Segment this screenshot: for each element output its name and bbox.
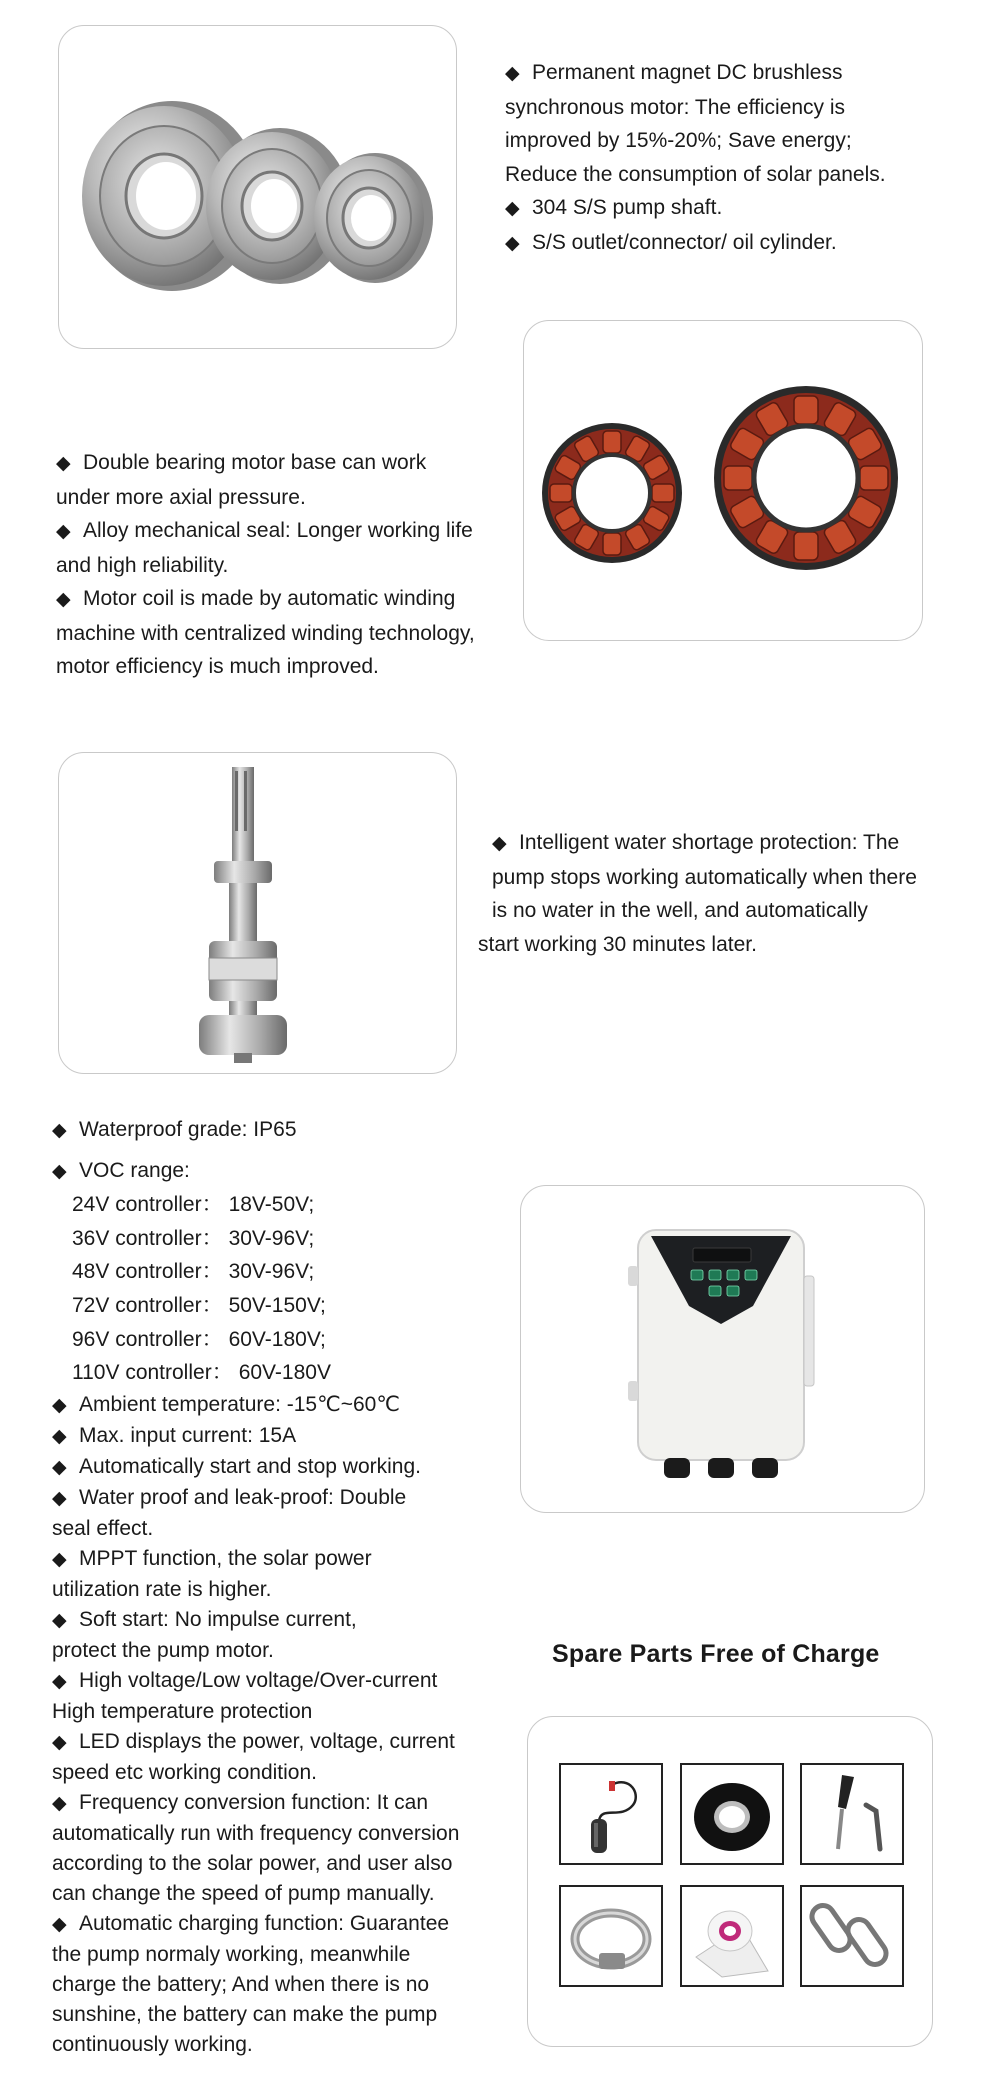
voc-row: 48V controller： 30V-96V; xyxy=(72,1260,315,1284)
stator-large xyxy=(714,386,898,570)
spare-part-hose-clamp xyxy=(559,1885,663,1987)
stator-small xyxy=(542,423,682,563)
feature-item: ◆ Waterproof grade: IP65 xyxy=(52,1113,522,1148)
section1-features xyxy=(505,56,965,260)
voc-range-list xyxy=(52,1188,522,1390)
voc-row: 36V controller： 30V-96V; xyxy=(72,1226,315,1250)
section4-features xyxy=(52,1113,522,2060)
feature-item: ◆ Motor coil is made by automatic winding machine with centralized winding technology, motor efficiency is much improved. xyxy=(56,582,516,684)
carabiner-icon xyxy=(802,1887,902,1985)
voc-row: 72V controller： 50V-150V; xyxy=(72,1293,326,1317)
diamond-bullet-icon: ◆ xyxy=(52,1425,67,1447)
bearings-image xyxy=(59,26,456,348)
feature-item: ◆ Automatic charging function: Guarantee the pump normaly working, meanwhile charge the battery; And when there is no sunshine, the battery can make the pump continuously working. xyxy=(52,1911,450,2056)
feature-item: ◆ VOC range: xyxy=(52,1154,522,1189)
feature-item: ◆ Intelligent water shortage protection: The pump stops working automatically when there is no water in the well, and automatically start working 30 minutes later. xyxy=(492,826,962,961)
feature-item: ◆ Max. input current: 15A xyxy=(52,1421,522,1452)
ptfe-tape-icon xyxy=(682,1887,782,1985)
diamond-bullet-icon: ◆ xyxy=(52,1394,67,1416)
diamond-bullet-icon: ◆ xyxy=(52,1731,67,1753)
hose-clamp-icon xyxy=(561,1887,661,1985)
spare-part-float-switch xyxy=(559,1763,663,1865)
spare-part-carabiners xyxy=(800,1885,904,1987)
diamond-bullet-icon: ◆ xyxy=(56,521,71,542)
feature-item: ◆ High voltage/Low voltage/Over-current High temperature protection xyxy=(52,1668,438,1723)
diamond-bullet-icon: ◆ xyxy=(52,1120,67,1141)
feature-item: ◆ Automatically start and stop working. xyxy=(52,1452,522,1483)
stator-coils-image xyxy=(524,321,922,640)
diamond-bullet-icon: ◆ xyxy=(52,1160,67,1182)
diamond-bullet-icon: ◆ xyxy=(56,453,71,474)
feature-item: ◆ 304 S/S pump shaft. xyxy=(505,191,965,226)
float-switch-icon xyxy=(561,1765,661,1863)
feature-item: ◆ Ambient temperature: -15℃~60℃ xyxy=(52,1390,522,1421)
feature-item: ◆ S/S outlet/connector/ oil cylinder. xyxy=(505,226,965,261)
diamond-bullet-icon: ◆ xyxy=(505,232,520,254)
diamond-bullet-icon: ◆ xyxy=(52,1792,67,1814)
section2-features xyxy=(56,446,516,684)
feature-item: ◆ LED displays the power, voltage, current speed etc working condition. xyxy=(52,1729,455,1784)
insulation-tape-icon xyxy=(682,1765,782,1863)
pump-shaft-image-frame xyxy=(58,752,457,1074)
feature-item: ◆ Frequency conversion function: It can automatically run with frequency conversion according to the solar power, and user also can change the speed of pump manually. xyxy=(52,1790,460,1905)
diamond-bullet-icon: ◆ xyxy=(52,1609,67,1631)
feature-item: ◆ Alloy mechanical seal: Longer working life and high reliability. xyxy=(56,514,516,582)
bearings-image-frame xyxy=(58,25,457,349)
voc-row: 110V controller： 60V-180V xyxy=(72,1361,331,1385)
spare-part-tools xyxy=(800,1763,904,1865)
feature-item: ◆ MPPT function, the solar power utilization rate is higher. xyxy=(52,1546,372,1601)
diamond-bullet-icon: ◆ xyxy=(505,198,520,219)
bearing-small xyxy=(314,153,433,283)
controller-image-frame xyxy=(520,1185,925,1513)
diamond-bullet-icon: ◆ xyxy=(492,833,507,854)
spare-part-ptfe-tape xyxy=(680,1885,784,1987)
screwdriver-icon xyxy=(802,1765,902,1863)
diamond-bullet-icon: ◆ xyxy=(505,63,520,84)
feature-item: ◆ Soft start: No impulse current, protect the pump motor. xyxy=(52,1607,357,1662)
voc-row: 24V controller： 18V-50V; xyxy=(72,1193,315,1217)
feature-item: ◆ Double bearing motor base can work under more axial pressure. xyxy=(56,446,516,514)
diamond-bullet-icon: ◆ xyxy=(52,1670,67,1692)
spare-parts-title: Spare Parts Free of Charge xyxy=(552,1640,880,1668)
feature-item: ◆ Water proof and leak-proof: Double seal effect. xyxy=(52,1485,407,1540)
spare-part-insulation-tape xyxy=(680,1763,784,1865)
diamond-bullet-icon: ◆ xyxy=(52,1487,67,1509)
controller-image xyxy=(521,1186,924,1512)
diamond-bullet-icon: ◆ xyxy=(52,1913,67,1935)
diamond-bullet-icon: ◆ xyxy=(52,1456,67,1478)
feature-item: ◆ Permanent magnet DC brushless synchronous motor: The efficiency is improved by 15%-20%; Save energy; Reduce the consumption of solar panels. xyxy=(505,56,965,191)
section3-features xyxy=(478,826,962,961)
spare-parts-frame xyxy=(527,1716,933,2047)
voc-row: 96V controller： 60V-180V; xyxy=(72,1327,326,1351)
diamond-bullet-icon: ◆ xyxy=(52,1548,67,1570)
pump-shaft-image xyxy=(59,753,456,1073)
stator-coils-image-frame xyxy=(523,320,923,641)
diamond-bullet-icon: ◆ xyxy=(56,589,71,610)
